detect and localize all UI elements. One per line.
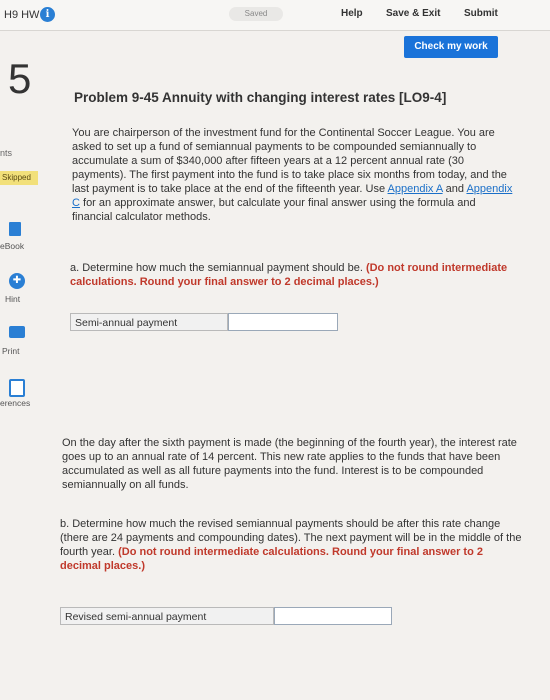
save-exit-link[interactable]: Save & Exit	[386, 8, 441, 19]
hint-label[interactable]: Hint	[5, 294, 21, 304]
check-my-work-button[interactable]: Check my work	[404, 36, 498, 58]
saved-status: Saved	[229, 7, 283, 21]
print-label[interactable]: Print	[2, 346, 20, 356]
answer-b-label: Revised semi-annual payment	[60, 607, 274, 625]
references-label[interactable]: erences	[0, 398, 31, 408]
references-icon[interactable]	[9, 379, 25, 397]
semi-annual-payment-input[interactable]	[228, 313, 338, 331]
sidebar	[0, 30, 44, 700]
ebook-icon[interactable]	[9, 222, 21, 236]
problem-title: Problem 9-45 Annuity with changing interest rates [LO9-4]	[74, 90, 447, 105]
help-link[interactable]: Help	[341, 8, 363, 19]
problem-intro	[72, 126, 518, 224]
intro-text-a: You are chairperson of the investment fund for the Continental Soccer League. You are asked to set up a fund of semiannual payments to be compounded semiannually to accumulate a sum of $340,000 after fifteen years at a 12 percent annual rate (30 payments). The first payment into the fund is to take place six months from today, and the last payment is to take place at the end of the fifteenth year. Use	[72, 127, 507, 195]
part-b-text: b. Determine how much the revised semiannual payments should be after this rate change (there are 24 payments and compounding dates). The next payment will be in the middle of the fourth year.	[60, 518, 522, 558]
submit-link[interactable]: Submit	[464, 8, 498, 19]
appendix-a-link[interactable]: Appendix A	[387, 183, 443, 195]
part-a-question	[70, 261, 510, 289]
top-bar	[0, 0, 550, 31]
rate-change-paragraph: On the day after the sixth payment is made (the beginning of the fourth year), the interest rate goes up to an annual rate of 14 percent. This new rate applies to the funds that have been accumulated as well as all future payments into the fund. Interest is to be compounded semiannually on all funds.	[62, 437, 517, 491]
info-icon[interactable]: i	[40, 7, 55, 22]
skipped-badge: Skipped	[0, 171, 38, 185]
answer-a-label: Semi-annual payment	[70, 313, 228, 331]
part-b-instructions: (Do not round intermediate calculations. Round your final answer to 2 decimal places.)	[60, 546, 483, 572]
print-icon[interactable]	[9, 326, 25, 338]
hint-icon[interactable]: ✚	[9, 273, 25, 289]
part-a-instructions: (Do not round intermediate calculations. Round your final answer to 2 decimal places.)	[70, 262, 508, 288]
ebook-label[interactable]: eBook	[0, 241, 25, 251]
assignment-title: H9 HW	[4, 9, 40, 21]
question-number: 5	[8, 55, 32, 102]
points-label: nts	[0, 148, 13, 158]
revised-semi-annual-payment-input[interactable]	[274, 607, 392, 625]
appendix-c-link[interactable]: Appendix C	[72, 183, 513, 209]
part-a-text: a. Determine how much the semiannual payment should be.	[70, 262, 366, 274]
intro-text-b: for an approximate answer, but calculate your final answer using the formula and financial calculator methods.	[72, 197, 476, 223]
part-b-question	[60, 517, 526, 573]
intro-and: and	[442, 183, 467, 195]
